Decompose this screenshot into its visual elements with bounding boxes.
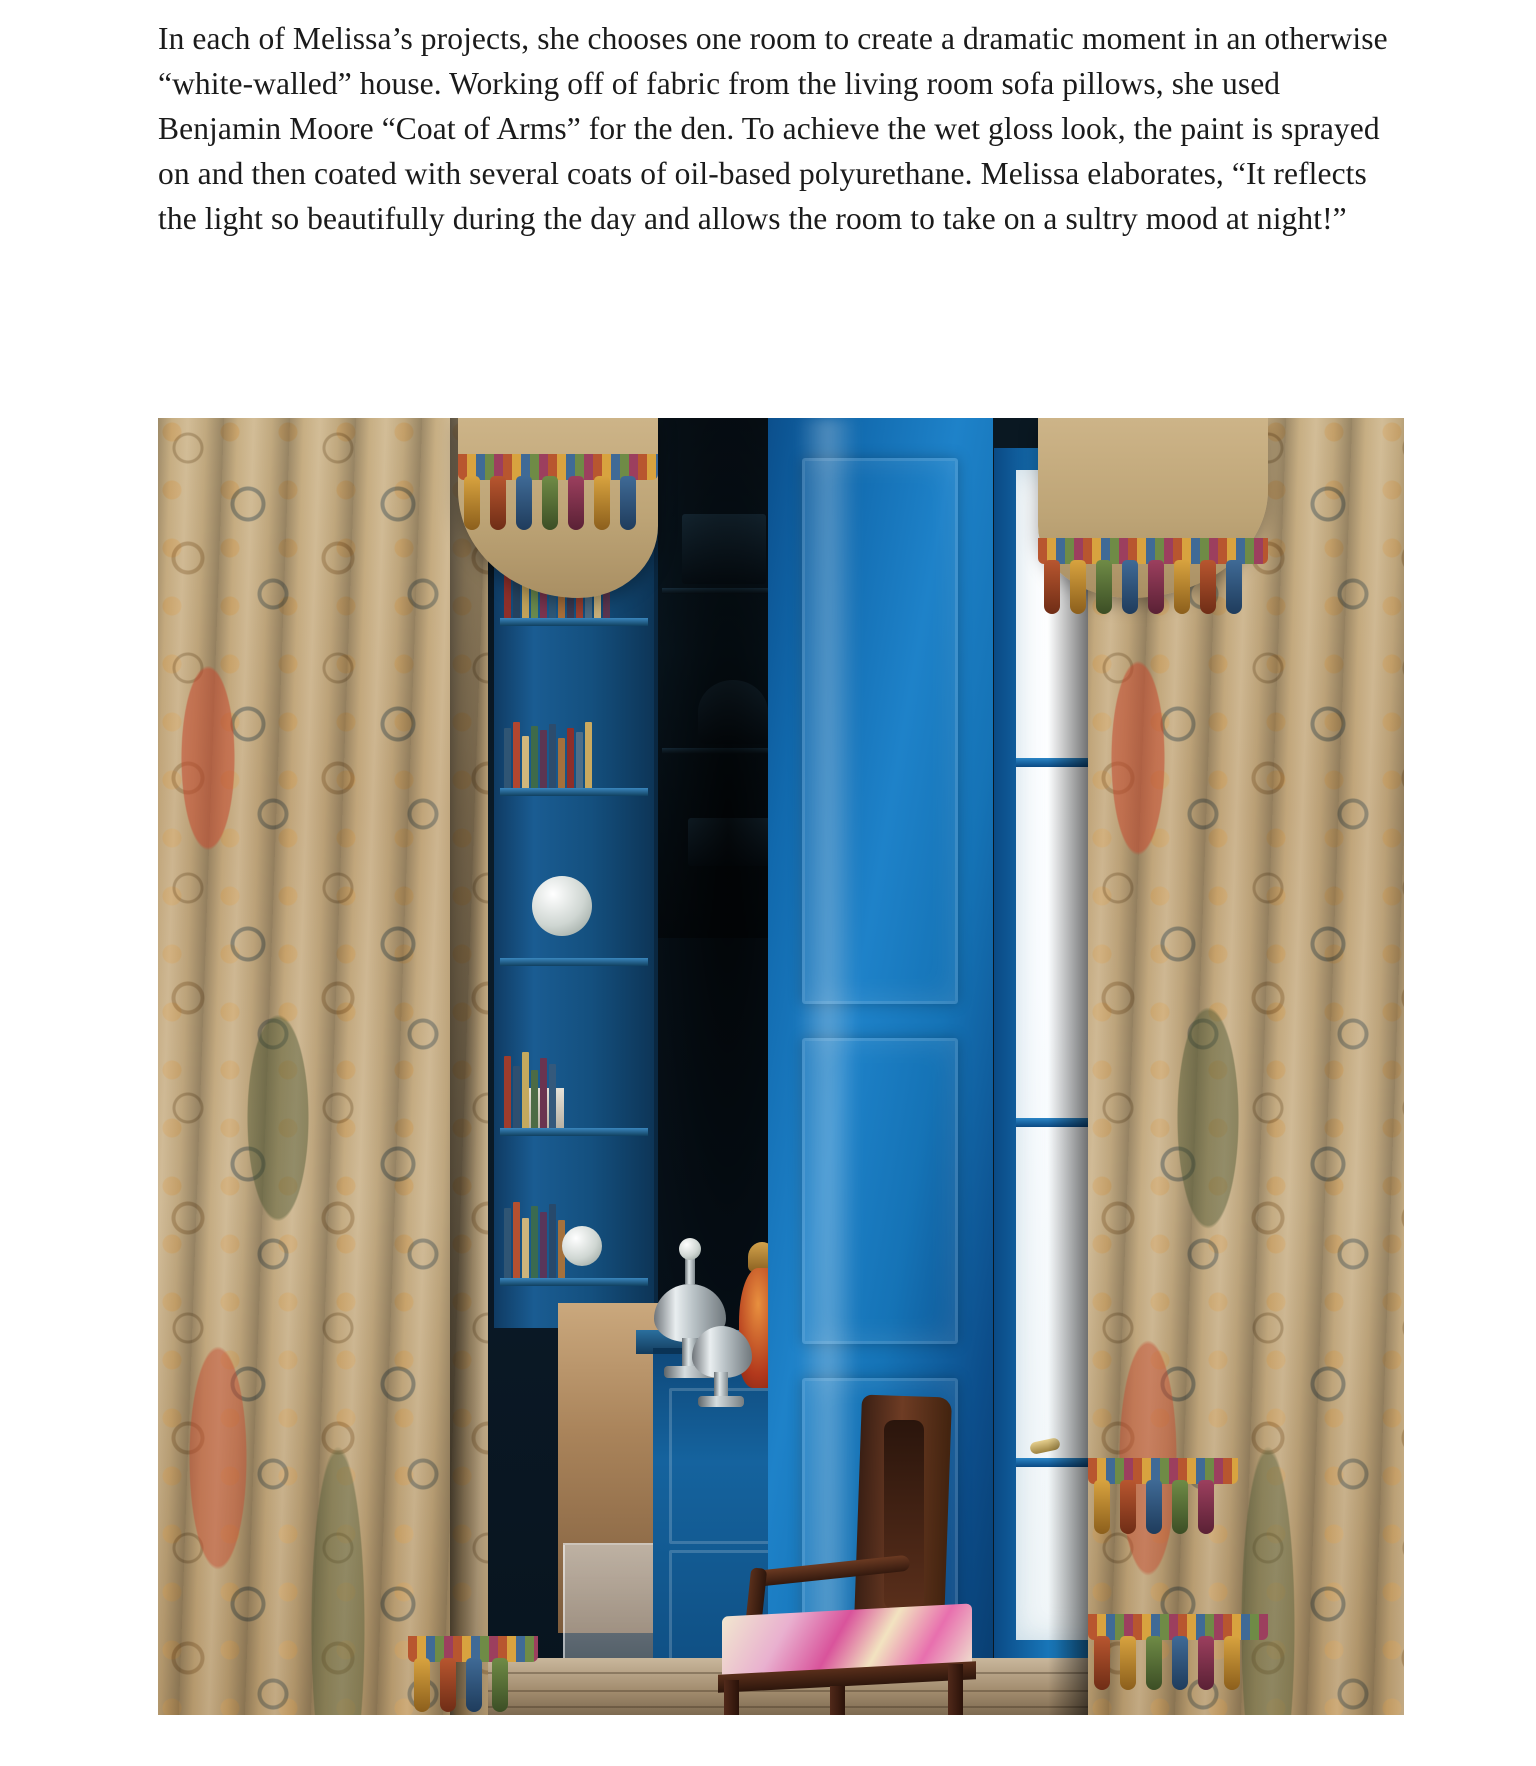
gloss-highlight <box>798 418 858 1715</box>
photo-canvas <box>158 418 1404 1715</box>
ceramic-sphere <box>532 876 592 936</box>
tassel-trim-right-lower <box>1094 1480 1214 1534</box>
interior-photo <box>158 418 1404 1715</box>
chair-splat <box>884 1420 924 1610</box>
drapery-left <box>158 418 488 1715</box>
body-paragraph: In each of Melissa’s projects, she chooses one room to create a dramatic moment in an otherwise “white-walled” house. Working off of fabric from the living room sofa pillows, she used Benjamin Moore “Coat of Arms” for the den. To achieve the wet gloss look, the paint is sprayed on and then coated with several coats of oil-based polyurethane. Melissa elaborates, “It reflects the light so beautifully during the day and allows the room to take on a sultry mood at night!” <box>158 21 1388 236</box>
small-sphere <box>562 1226 602 1266</box>
tassel-fringe-left <box>464 476 636 530</box>
tassel-trim-right-bottom <box>1094 1636 1240 1690</box>
bookcase <box>494 488 658 1328</box>
tassel-trim-left-bottom <box>414 1658 508 1712</box>
tassel-fringe-right <box>1044 560 1242 614</box>
article-body <box>158 16 1400 241</box>
